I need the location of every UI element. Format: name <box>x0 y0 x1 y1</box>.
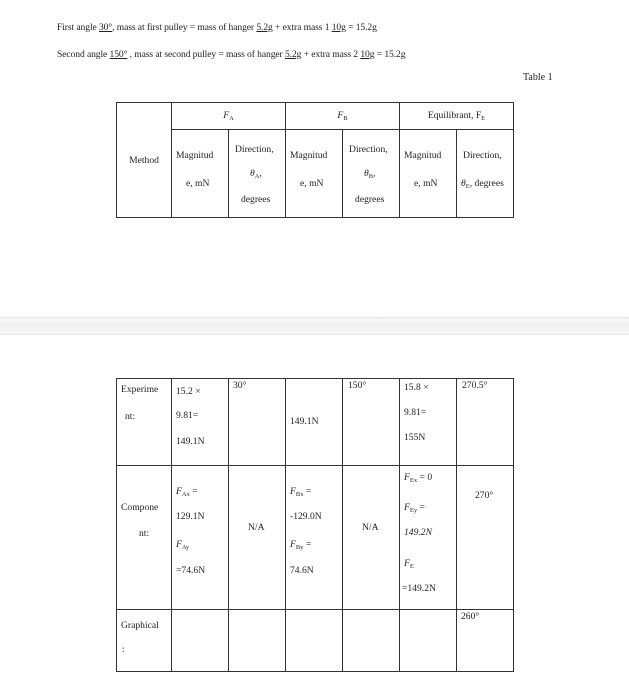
experimental-fe-direction: 270.5° <box>457 379 514 466</box>
first-extra-mass: 10g <box>331 22 346 33</box>
component-fb-direction: N/A <box>343 466 400 610</box>
experimental-label: Experime nt: <box>117 379 172 466</box>
experimental-fa-magnitude: 15.2 × 9.81= 149.1N <box>172 379 229 466</box>
graphical-fb-direction <box>343 610 400 672</box>
second-extra-text: + extra mass 2 <box>301 49 361 60</box>
fb-magnitude-header: Magnitud e, mN <box>286 130 343 218</box>
component-fa-direction: N/A <box>229 466 286 610</box>
graphical-label: Graphical : <box>117 610 172 672</box>
second-total-mass: = 15.2g <box>374 49 406 60</box>
graphical-fb-magnitude <box>286 610 343 672</box>
table-row <box>117 610 514 672</box>
first-angle-value: 30° <box>98 22 113 33</box>
component-fa-magnitude: $F_{Ax}$ = 129.1N $F_{Ay}$ =74.6N <box>172 466 229 610</box>
table-header <box>116 102 514 218</box>
graphical-fe-magnitude <box>400 610 457 672</box>
table-row <box>117 466 514 610</box>
first-angle-prefix: First angle <box>57 22 99 33</box>
second-angle-text: , mass at second pulley = mass of hanger <box>127 49 285 60</box>
component-fe-magnitude: $F_{Ex} = 0$ $F_{Ey}$ = 149.2N $F_E$ =149.2N <box>400 466 457 610</box>
graphical-fa-direction <box>229 610 286 672</box>
page-separator <box>0 317 629 335</box>
table-row <box>117 379 514 466</box>
fa-magnitude-header: Magnitud e, mN <box>172 130 229 218</box>
first-angle-line <box>57 22 377 33</box>
graphical-fe-direction: 260° <box>457 610 514 672</box>
experimental-fe-magnitude: 15.8 × 9.81= 155N <box>400 379 457 466</box>
first-total-mass: = 15.2g <box>345 22 377 33</box>
fe-magnitude-header: Magnitud e, mN <box>400 130 457 218</box>
method-header: Method <box>117 103 172 218</box>
table-label: Table 1 <box>523 72 553 83</box>
experimental-fb-direction: 150° <box>343 379 400 466</box>
equilibrant-header: Equilibrant, $F_E$ <box>400 103 514 130</box>
fb-direction-header: Direction, $\theta_B$, degrees <box>343 130 400 218</box>
second-angle-value: 150° <box>109 49 128 60</box>
fe-direction-header: Direction, $\theta_E$, degrees <box>457 130 514 218</box>
graphical-fa-magnitude <box>172 610 229 672</box>
component-label: Compone nt: <box>117 466 172 610</box>
fb-header: $F_B$ <box>286 103 400 130</box>
experimental-fa-direction: 30° <box>229 379 286 466</box>
second-angle-line <box>57 49 405 60</box>
experimental-fb-magnitude: 149.1N <box>286 379 343 466</box>
second-angle-prefix: Second angle <box>57 49 110 60</box>
table-body <box>116 378 514 672</box>
first-hanger-mass: 5.2g <box>256 22 273 33</box>
fa-direction-header: Direction, $\theta_A$, degrees <box>229 130 286 218</box>
first-angle-text: , mass at first pulley = mass of hanger <box>112 22 257 33</box>
component-fe-direction: 270° <box>457 466 514 610</box>
fa-header: $F_A$ <box>172 103 286 130</box>
second-extra-mass: 10g <box>360 49 375 60</box>
first-extra-text: + extra mass 1 <box>272 22 332 33</box>
component-fb-magnitude: $F_{Bx}$ = -129.0N $F_{By}$ = 74.6N <box>286 466 343 610</box>
second-hanger-mass: 5.2g <box>284 49 302 60</box>
